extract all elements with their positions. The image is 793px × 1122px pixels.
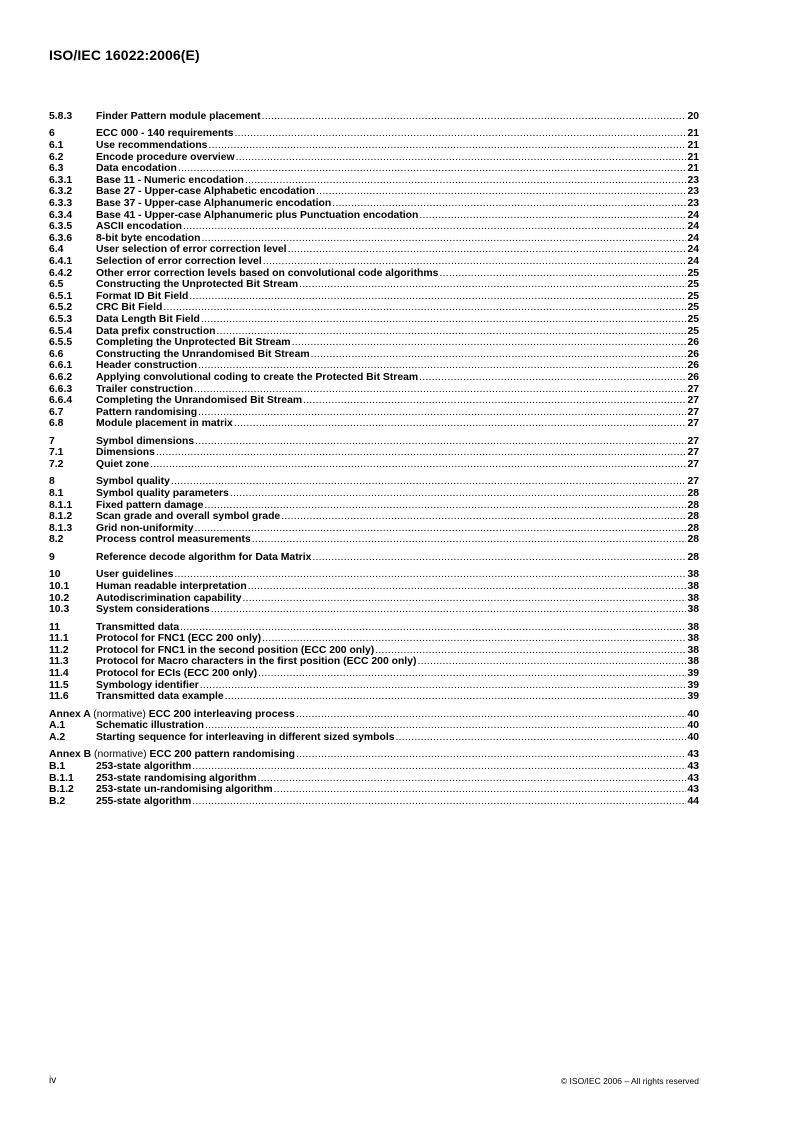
toc-entry-title: Data prefix construction — [96, 325, 216, 337]
toc-entry-page: 27 — [687, 435, 699, 447]
toc-entry[interactable] — [49, 720, 699, 732]
toc-dot-leader — [288, 244, 687, 256]
toc-dot-leader — [299, 279, 686, 291]
toc-entry-page: 26 — [687, 337, 699, 349]
toc-entry[interactable] — [49, 488, 699, 500]
toc-entry-title: Dimensions — [96, 447, 155, 459]
toc-dot-leader — [156, 447, 687, 459]
toc-entry-title: Reference decode algorithm for Data Matrix — [96, 551, 312, 563]
toc-entry-number: 6.5.5 — [49, 337, 73, 349]
toc-entry-title: 255-state algorithm — [96, 795, 192, 807]
toc-entry-page: 26 — [687, 371, 699, 383]
toc-entry-number: 6.5.2 — [49, 302, 73, 314]
toc-entry[interactable] — [49, 749, 699, 761]
toc-entry[interactable] — [49, 175, 699, 187]
toc-entry-title: Base 41 - Upper-case Alphanumeric plus Punctuation encodation — [96, 209, 419, 221]
toc-entry-title: User selection of error correction level — [96, 244, 287, 256]
toc-entry-page: 24 — [687, 232, 699, 244]
toc-dot-leader — [150, 459, 686, 471]
toc-entry[interactable] — [49, 633, 699, 645]
toc-dot-leader — [419, 210, 686, 222]
toc-entry-number: 8.2 — [49, 534, 64, 546]
toc-entry[interactable] — [49, 186, 699, 198]
toc-entry-title — [49, 709, 295, 721]
toc-entry-title: Protocol for FNC1 (ECC 200 only) — [96, 633, 262, 645]
toc-entry[interactable] — [49, 256, 699, 268]
toc-entry-title: Base 27 - Upper-case Alphabetic encodation — [96, 186, 316, 198]
toc-entry-title: Protocol for Macro characters in the first position (ECC 200 only) — [96, 656, 417, 668]
toc-entry[interactable] — [49, 128, 699, 140]
toc-entry[interactable] — [49, 656, 699, 668]
toc-entry-page: 24 — [687, 221, 699, 233]
toc-dot-leader — [258, 773, 687, 785]
toc-entry-title: Fixed pattern damage — [96, 499, 204, 511]
toc-dot-leader — [192, 796, 686, 808]
toc-entry[interactable] — [49, 395, 699, 407]
toc-entry-page: 38 — [687, 656, 699, 668]
toc-entry-page: 20 — [687, 111, 699, 122]
toc-entry-page: 25 — [687, 313, 699, 325]
toc-entry-title: Symbology identifier — [96, 679, 199, 691]
toc-entry-title: Starting sequence for interleaving in different sized symbols — [96, 731, 395, 743]
toc-entry[interactable] — [49, 773, 699, 785]
toc-dot-leader — [263, 256, 687, 268]
toc-entry-number: 6.5.1 — [49, 290, 73, 302]
toc-dot-leader — [243, 593, 687, 605]
toc-entry-title: 253-state un-randomising algorithm — [96, 784, 273, 796]
copyright-notice: © ISO/IEC 2006 – All rights reserved — [560, 1076, 699, 1086]
toc-dot-leader — [201, 314, 687, 326]
toc-entry-number: 10.2 — [49, 592, 70, 604]
toc-entry-number: 6.3.1 — [49, 174, 73, 186]
toc-entry[interactable] — [49, 384, 699, 396]
toc-entry-number: 7 — [49, 435, 55, 447]
toc-dot-leader — [198, 360, 686, 372]
toc-entry[interactable] — [49, 447, 699, 459]
toc-entry-number: 10 — [49, 569, 61, 581]
toc-dot-leader — [230, 488, 687, 500]
toc-dot-leader — [296, 709, 687, 721]
toc-dot-leader — [183, 221, 686, 233]
toc-dot-leader — [262, 111, 687, 123]
toc-entry-page: 38 — [687, 644, 699, 656]
toc-dot-leader — [316, 186, 686, 198]
toc-entry-number: 6.5.4 — [49, 325, 73, 337]
toc-entry-title: Selection of error correction level — [96, 256, 262, 268]
toc-entry[interactable] — [49, 163, 699, 175]
toc-dot-leader — [195, 523, 687, 535]
toc-dot-leader — [274, 784, 687, 796]
toc-entry-number: B.1.1 — [49, 772, 74, 784]
toc-entry-page: 28 — [687, 551, 699, 563]
toc-entry-number: 5.8.3 — [49, 111, 73, 122]
toc-entry[interactable] — [49, 796, 699, 808]
annex-normative-label: (normative) — [93, 708, 146, 720]
toc-entry-page: 43 — [687, 749, 699, 761]
toc-entry-page: 38 — [687, 592, 699, 604]
toc-entry[interactable] — [49, 152, 699, 164]
toc-entry-title: CRC Bit Field — [96, 302, 163, 314]
toc-dot-leader — [205, 720, 686, 732]
toc-entry[interactable] — [49, 407, 699, 419]
toc-dot-leader — [171, 476, 687, 488]
document-header-title: ISO/IEC 16022:2006(E) — [49, 47, 200, 63]
toc-entry[interactable] — [49, 210, 699, 222]
toc-entry-number: 11.2 — [49, 644, 69, 656]
toc-entry[interactable] — [49, 279, 699, 291]
toc-entry-page: 24 — [687, 244, 699, 256]
toc-entry-page: 21 — [687, 163, 699, 175]
toc-entry-title: Constructing the Unprotected Bit Stream — [96, 279, 299, 291]
toc-entry-number: 6.3.5 — [49, 221, 73, 233]
toc-entry-page: 25 — [687, 290, 699, 302]
toc-dot-leader — [192, 761, 686, 773]
toc-entry-page: 40 — [687, 731, 699, 743]
toc-entry-title: Protocol for FNC1 in the second position (ECC 200 only) — [96, 644, 375, 656]
toc-entry-title: Transmitted data example — [96, 691, 224, 703]
toc-entry[interactable] — [49, 418, 699, 430]
toc-entry-page: 24 — [687, 209, 699, 221]
toc-entry[interactable] — [49, 552, 699, 564]
toc-entry-title: Applying convolutional coding to create the Protected Bit Stream — [96, 371, 419, 383]
toc-entry-number: 6.3.4 — [49, 209, 73, 221]
toc-entry-number: B.1.2 — [49, 784, 74, 796]
toc-entry-page: 43 — [687, 784, 699, 796]
toc-entry-title: Header construction — [96, 360, 198, 372]
toc-entry[interactable] — [49, 349, 699, 361]
toc-entry-number: B.1 — [49, 761, 66, 772]
toc-entry[interactable] — [49, 680, 699, 692]
toc-entry-title: Symbol quality — [96, 476, 170, 488]
toc-entry-number: 11.5 — [49, 679, 69, 691]
toc-dot-leader — [248, 581, 687, 593]
toc-entry-title: 8-bit byte encodation — [96, 232, 201, 244]
toc-entry[interactable] — [49, 523, 699, 535]
toc-dot-leader — [245, 175, 687, 187]
toc-entry-page: 28 — [687, 499, 699, 511]
toc-dot-leader — [439, 268, 686, 280]
toc-entry-page: 25 — [687, 302, 699, 314]
toc-dot-leader — [419, 372, 686, 384]
toc-dot-leader — [204, 500, 686, 512]
annex-title: ECC 200 interleaving process — [148, 708, 295, 720]
toc-entry-page: 26 — [687, 360, 699, 372]
toc-entry-page: 38 — [687, 621, 699, 633]
toc-entry-page: 27 — [687, 447, 699, 459]
toc-entry-page: 39 — [687, 679, 699, 691]
toc-entry-number: 6.8 — [49, 418, 64, 430]
toc-entry-page: 23 — [687, 198, 699, 210]
toc-entry-number: 10.1 — [49, 581, 70, 593]
toc-entry-number: 11.1 — [49, 633, 69, 645]
toc-entry-title: Quiet zone — [96, 459, 150, 470]
toc-entry[interactable] — [49, 732, 699, 744]
toc-entry[interactable] — [49, 691, 699, 703]
toc-entry-number: 6.6.4 — [49, 395, 73, 407]
toc-entry-title: Schematic illustration — [96, 720, 204, 732]
toc-entry-number: 11 — [49, 621, 60, 633]
toc-entry-title: Base 11 - Numeric encodation — [96, 174, 244, 186]
toc-entry-page: 28 — [687, 534, 699, 546]
toc-entry-number: 6.3.3 — [49, 198, 73, 210]
toc-entry-page: 27 — [687, 406, 699, 418]
toc-dot-leader — [194, 384, 686, 396]
annex-label: Annex B — [49, 749, 92, 761]
toc-entry-title: Completing the Unrandomised Bit Stream — [96, 395, 303, 407]
toc-dot-leader — [417, 656, 686, 668]
toc-entry-title: Symbol dimensions — [96, 435, 195, 447]
toc-entry-number: A.1 — [49, 720, 66, 732]
toc-dot-leader — [236, 152, 687, 164]
toc-entry-number: 6.3.2 — [49, 186, 73, 198]
toc-entry[interactable] — [49, 314, 699, 326]
toc-entry-page: 38 — [687, 604, 699, 616]
toc-dot-leader — [225, 691, 687, 703]
toc-entry-number: 6.5.3 — [49, 313, 73, 325]
toc-entry[interactable] — [49, 436, 699, 448]
toc-entry-title: Autodiscrimination capability — [96, 592, 242, 604]
toc-entry[interactable] — [49, 337, 699, 349]
toc-entry[interactable] — [49, 604, 699, 616]
toc-entry[interactable] — [49, 784, 699, 796]
toc-entry-page: 38 — [687, 569, 699, 581]
toc-dot-leader — [311, 349, 687, 361]
toc-entry-number: 11.3 — [49, 656, 69, 668]
toc-entry-title — [49, 749, 295, 761]
toc-dot-leader — [195, 436, 686, 448]
toc-entry[interactable] — [49, 326, 699, 338]
toc-entry-title: Trailer construction — [96, 383, 194, 395]
toc-entry-number: 8.1 — [49, 488, 64, 500]
toc-entry-page: 26 — [687, 348, 699, 360]
toc-entry[interactable] — [49, 569, 699, 581]
toc-entry-title: Protocol for ECIs (ECC 200 only) — [96, 668, 258, 680]
toc-entry-title: 253-state algorithm — [96, 761, 192, 772]
toc-entry-number: 6.7 — [49, 406, 64, 418]
toc-entry-page: 27 — [687, 383, 699, 395]
toc-entry[interactable] — [49, 476, 699, 488]
toc-entry-title: Transmitted data — [96, 621, 180, 633]
toc-entry-number: 8.1.1 — [49, 499, 73, 511]
toc-entry-number: A.2 — [49, 731, 66, 743]
toc-dot-leader — [202, 233, 687, 245]
toc-dot-leader — [303, 395, 686, 407]
toc-entry-number: 6.4.1 — [49, 256, 73, 268]
toc-entry-page: 21 — [687, 140, 699, 152]
toc-entry-number: B.2 — [49, 795, 66, 807]
toc-dot-leader — [375, 645, 686, 657]
toc-entry-title: 253-state randomising algorithm — [96, 772, 257, 784]
toc-entry[interactable] — [49, 221, 699, 233]
toc-entry[interactable] — [49, 593, 699, 605]
toc-entry-page: 40 — [687, 708, 699, 720]
toc-entry-number: 7.1 — [49, 447, 64, 459]
annex-label: Annex A — [49, 708, 91, 720]
annex-normative-label: (normative) — [94, 749, 147, 761]
toc-dot-leader — [258, 668, 686, 680]
toc-dot-leader — [211, 604, 687, 616]
toc-entry[interactable] — [49, 244, 699, 256]
toc-dot-leader — [174, 569, 686, 581]
toc-entry-number: 6.3 — [49, 163, 64, 175]
toc-entry-number: 6.5 — [49, 279, 64, 291]
toc-dot-leader — [281, 511, 686, 523]
toc-entry-title: Encode procedure overview — [96, 151, 235, 163]
toc-entry-page: 21 — [687, 128, 699, 140]
toc-dot-leader — [208, 140, 686, 152]
toc-entry-page: 43 — [687, 761, 699, 772]
toc-entry-number: 9 — [49, 551, 55, 563]
toc-entry-title: User guidelines — [96, 569, 174, 581]
toc-entry-page: 38 — [687, 633, 699, 645]
toc-dot-leader — [332, 198, 686, 210]
toc-entry-page: 27 — [687, 476, 699, 488]
toc-entry-title: Other error correction levels based on convolutional code algorithms — [96, 267, 439, 279]
toc-entry-page: 28 — [687, 522, 699, 534]
toc-entry-page: 25 — [687, 325, 699, 337]
toc-entry[interactable] — [49, 511, 699, 523]
toc-entry-number: 6.6.1 — [49, 360, 73, 372]
toc-dot-leader — [234, 418, 687, 430]
toc-dot-leader — [252, 534, 687, 546]
toc-dot-leader — [262, 633, 686, 645]
toc-entry-number: 10.3 — [49, 604, 70, 616]
toc-entry-title: Process control measurements — [96, 534, 251, 546]
toc-dot-leader — [189, 291, 686, 303]
toc-entry-page: 25 — [687, 279, 699, 291]
toc-entry-page: 27 — [687, 395, 699, 407]
toc-entry-title: Module placement in matrix — [96, 418, 233, 430]
toc-entry-page: 24 — [687, 256, 699, 268]
toc-entry-page: 27 — [687, 459, 699, 470]
toc-entry[interactable] — [49, 668, 699, 680]
toc-entry-title: Base 37 - Upper-case Alphanumeric encodation — [96, 198, 332, 210]
table-of-contents — [49, 111, 699, 807]
toc-entry-number: 6.3.6 — [49, 232, 73, 244]
toc-entry[interactable] — [49, 581, 699, 593]
toc-entry-number: 8.1.2 — [49, 511, 73, 523]
toc-entry-number: 11.6 — [49, 691, 69, 703]
toc-dot-leader — [200, 680, 687, 692]
toc-entry-page: 40 — [687, 720, 699, 732]
toc-entry-page: 23 — [687, 174, 699, 186]
toc-entry[interactable] — [49, 459, 699, 471]
toc-entry-page: 21 — [687, 151, 699, 163]
toc-entry[interactable] — [49, 268, 699, 280]
toc-entry-title: Use recommendations — [96, 140, 208, 152]
toc-entry[interactable] — [49, 534, 699, 546]
toc-entry-page: 44 — [687, 795, 699, 807]
toc-entry-title: System considerations — [96, 604, 210, 616]
toc-entry[interactable] — [49, 360, 699, 372]
toc-dot-leader — [296, 749, 686, 761]
toc-entry[interactable] — [49, 302, 699, 314]
toc-dot-leader — [163, 302, 686, 314]
toc-dot-leader — [180, 622, 686, 634]
toc-entry-title: Scan grade and overall symbol grade — [96, 511, 281, 523]
toc-entry-title: ECC 000 - 140 requirements — [96, 128, 234, 140]
toc-dot-leader — [292, 337, 687, 349]
toc-entry[interactable] — [49, 622, 699, 634]
toc-entry-page: 28 — [687, 511, 699, 523]
toc-entry-page: 28 — [687, 488, 699, 500]
toc-dot-leader — [198, 407, 686, 419]
toc-entry[interactable] — [49, 761, 699, 773]
toc-entry-number: 11.4 — [49, 668, 69, 680]
toc-entry-title: Grid non-uniformity — [96, 522, 194, 534]
toc-entry[interactable] — [49, 140, 699, 152]
toc-entry[interactable] — [49, 500, 699, 512]
toc-entry-number: 6.6.3 — [49, 383, 73, 395]
toc-entry-page: 25 — [687, 267, 699, 279]
toc-entry[interactable] — [49, 233, 699, 245]
toc-entry-title: Human readable interpretation — [96, 581, 247, 593]
toc-dot-leader — [396, 732, 687, 744]
toc-entry-title: ASCII encodation — [96, 221, 183, 233]
toc-entry-number: 7.2 — [49, 459, 64, 470]
toc-entry-page: 43 — [687, 772, 699, 784]
toc-entry-title: Completing the Unprotected Bit Stream — [96, 337, 291, 349]
toc-entry-title: Format ID Bit Field — [96, 290, 189, 302]
toc-entry-page: 39 — [687, 668, 699, 680]
toc-entry-number: 6.1 — [49, 140, 64, 152]
toc-entry-number: 6 — [49, 128, 55, 140]
toc-entry-number: 6.2 — [49, 151, 64, 163]
toc-dot-leader — [178, 163, 687, 175]
toc-entry-number: 6.6 — [49, 348, 64, 360]
toc-entry-title: Finder Pattern module placement — [96, 111, 261, 122]
toc-entry-title: Data Length Bit Field — [96, 313, 200, 325]
toc-entry[interactable] — [49, 645, 699, 657]
toc-entry-number: 6.6.2 — [49, 371, 73, 383]
toc-entry[interactable] — [49, 111, 699, 123]
toc-entry[interactable] — [49, 291, 699, 303]
toc-entry-page: 23 — [687, 186, 699, 198]
toc-dot-leader — [312, 552, 686, 564]
toc-entry-number: 8.1.3 — [49, 522, 73, 534]
toc-entry-page: 38 — [687, 581, 699, 593]
toc-entry-number: 8 — [49, 476, 55, 488]
toc-entry-title: Data encodation — [96, 163, 177, 175]
toc-entry[interactable] — [49, 372, 699, 384]
toc-entry-title: Symbol quality parameters — [96, 488, 229, 500]
toc-entry-title: Pattern randomising — [96, 406, 198, 418]
toc-entry-number: 6.4 — [49, 244, 64, 256]
toc-dot-leader — [234, 128, 686, 140]
toc-entry[interactable] — [49, 198, 699, 210]
toc-entry-page: 27 — [687, 418, 699, 430]
page-number: iv — [49, 1075, 57, 1086]
toc-entry-page: 39 — [687, 691, 699, 703]
toc-entry-title: Constructing the Unrandomised Bit Stream — [96, 348, 310, 360]
toc-entry-number: 6.4.2 — [49, 267, 73, 279]
toc-entry[interactable] — [49, 709, 699, 721]
annex-title: ECC 200 pattern randomising — [149, 749, 295, 761]
toc-dot-leader — [217, 326, 687, 338]
